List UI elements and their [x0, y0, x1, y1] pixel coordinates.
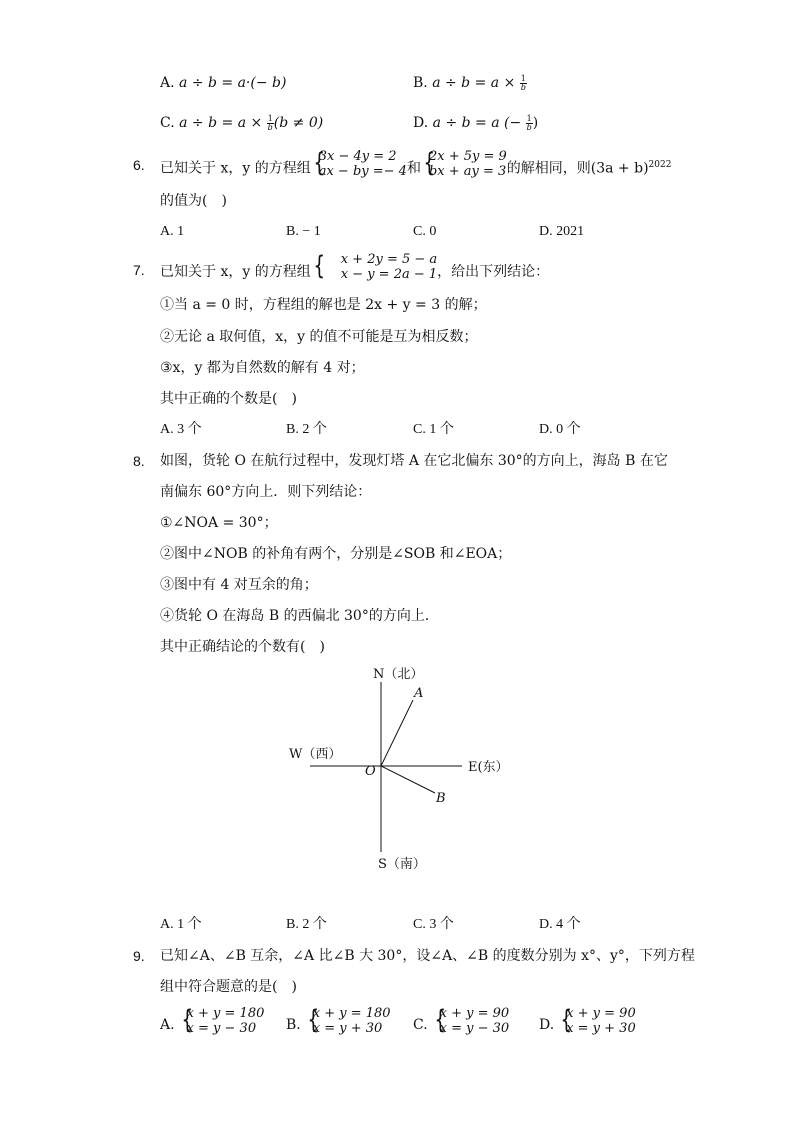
q7-option-c: C. 1 个 [413, 422, 454, 437]
q7-number: 7. [133, 262, 145, 278]
equation-system-1 [311, 149, 407, 189]
condition: (b ≠ 0) [273, 115, 324, 131]
equation-system [179, 1006, 265, 1044]
option-label: D. [413, 115, 433, 131]
fraction-denominator: b [526, 122, 532, 132]
equation-line: x + y = 90 [566, 1006, 636, 1021]
left-brace-icon: { [313, 251, 325, 281]
equation-system [311, 252, 437, 292]
q7-ask: 其中正确的个数是( ) [160, 391, 297, 407]
fraction-denominator: b [267, 122, 273, 132]
connector-text: 和 [406, 160, 421, 177]
fraction [267, 115, 274, 132]
question-text: 的解相同，则(3a + b) [506, 160, 649, 177]
q9-option-b [286, 1006, 391, 1044]
label-o: O [365, 764, 376, 779]
left-brace-icon: { [560, 1005, 573, 1035]
equation-system [305, 1006, 391, 1044]
q6-option-c: C. 0 [413, 224, 437, 239]
equation-line: x + 2y = 5 − a [340, 252, 438, 267]
q8-conclusion-2: ②图中∠NOB 的补角有两个，分别是∠SOB 和∠EOA； [160, 546, 512, 562]
q7-conclusion-1: ①当 a = 0 时，方程组的解也是 2x + y = 3 的解； [160, 297, 487, 313]
q8-line-2: 南偏东 60°方向上．则下列结论： [160, 484, 372, 500]
option-expression: a ÷ b = a·(− b) [179, 75, 287, 91]
equation-line: x + y = 180 [186, 1006, 265, 1021]
q5-option-d [413, 114, 538, 132]
option-expression: a ÷ b = a × [432, 75, 516, 91]
q8-ask: 其中正确结论的个数有( ) [160, 639, 325, 655]
ray-oa [381, 700, 413, 766]
q9-option-c [413, 1006, 509, 1044]
equation-line: x = y − 30 [186, 1021, 257, 1036]
equation-line: x = y + 30 [312, 1021, 383, 1036]
option-label: D. [539, 1017, 555, 1033]
q7-option-a: A. 3 个 [160, 422, 202, 437]
label-a: A [414, 686, 424, 701]
equation-line: x = y − 30 [439, 1021, 510, 1036]
q8-conclusion-3: ③图中有 4 对互余的角； [160, 577, 318, 593]
q6-option-d: D. 2021 [539, 224, 585, 239]
equation-system [432, 1006, 510, 1044]
fraction-numerator: 1 [526, 113, 532, 123]
fraction-numerator: 1 [267, 113, 273, 123]
label-west: W（西） [289, 747, 342, 762]
equation-line: x + y = 180 [312, 1006, 391, 1021]
q6-option-a: A. 1 [160, 224, 185, 239]
q5-option-c [160, 114, 323, 132]
left-brace-icon: { [423, 147, 436, 178]
q9-option-a [160, 1006, 264, 1044]
ray-ob [381, 766, 435, 793]
q7-option-d: D. 0 个 [539, 422, 581, 437]
equation-line: 2x + 5y = 9 [428, 148, 507, 164]
q8-option-c: C. 3 个 [413, 917, 454, 932]
q8-conclusion-4: ④货轮 O 在海岛 B 的西偏北 30°的方向上． [160, 608, 439, 624]
q6-stem [160, 147, 671, 189]
q7-stem [160, 252, 549, 292]
q6-stem-cont: 的值为( ) [160, 193, 227, 209]
left-brace-icon: { [313, 147, 325, 178]
question-text: 已知关于 x，y 的方程组 [160, 264, 311, 280]
q9-line-2: 组中符合题意的是( ) [160, 979, 297, 995]
q8-option-d: D. 4 个 [539, 917, 581, 932]
label-north: N（北） [373, 667, 424, 682]
equation-line: 3x − 4y = 2 [318, 148, 397, 164]
label-south: S（南） [378, 857, 426, 872]
q8-option-b: B. 2 个 [286, 917, 327, 932]
option-label: A. [160, 1017, 175, 1033]
left-brace-icon: { [434, 1005, 446, 1035]
equation-line: x = y + 30 [566, 1021, 636, 1036]
equation-line: ax − by =− 4 [318, 163, 407, 179]
equation-system [558, 1006, 636, 1044]
fraction-denominator: b [520, 82, 526, 92]
q9-option-d [539, 1006, 636, 1044]
label-east: E(东） [468, 760, 509, 775]
q6-option-b: B. − 1 [286, 224, 321, 239]
label-b: B [436, 791, 446, 806]
equation-line: x − y = 2a − 1 [340, 267, 438, 282]
q9-line-1: 已知∠A、∠B 互余，∠A 比∠B 大 30°，设∠A、∠B 的度数分别为 x°、y°，下列方程 [160, 948, 695, 964]
option-label: A. [160, 75, 180, 91]
fraction-numerator: 1 [520, 73, 526, 83]
q7-conclusion-2: ②无论 a 取何值，x，y 的值不可能是互为相反数； [160, 329, 478, 345]
option-label: B. [413, 75, 433, 91]
equation-line: x + y = 90 [439, 1006, 510, 1021]
exponent: 2022 [648, 160, 672, 170]
q8-number: 8. [133, 453, 145, 469]
option-label: B. [286, 1017, 301, 1033]
question-text: 已知关于 x，y 的方程组 [160, 160, 311, 177]
q9-number: 9. [133, 948, 145, 964]
q7-option-b: B. 2 个 [286, 422, 327, 437]
equation-line: bx + ay = 3 [428, 163, 507, 179]
left-brace-icon: { [181, 1005, 193, 1035]
option-label: C. [413, 1017, 428, 1033]
q7-conclusion-3: ③x，y 都为自然数的解有 4 对； [160, 360, 365, 376]
option-label: C. [160, 115, 180, 131]
question-text: ，给出下列结论： [437, 264, 550, 280]
q5-option-a [160, 74, 286, 92]
q8-line-1: 如图，货轮 O 在航行过程中，发现灯塔 A 在它北偏东 30°的方向上，海岛 B 在它 [160, 453, 668, 469]
q8-option-a: A. 1 个 [160, 917, 202, 932]
option-expression: a ÷ b = a (− [432, 115, 522, 131]
q6-number: 6. [133, 157, 145, 173]
option-expression: a ÷ b = a × [179, 115, 263, 131]
fraction [526, 115, 533, 132]
left-brace-icon: { [307, 1005, 319, 1035]
close-paren: ) [532, 115, 539, 131]
q8-conclusion-1: ①∠NOA = 30°； [160, 515, 278, 531]
q5-option-b [413, 74, 527, 92]
equation-system-2 [421, 149, 507, 189]
fraction [520, 75, 527, 92]
